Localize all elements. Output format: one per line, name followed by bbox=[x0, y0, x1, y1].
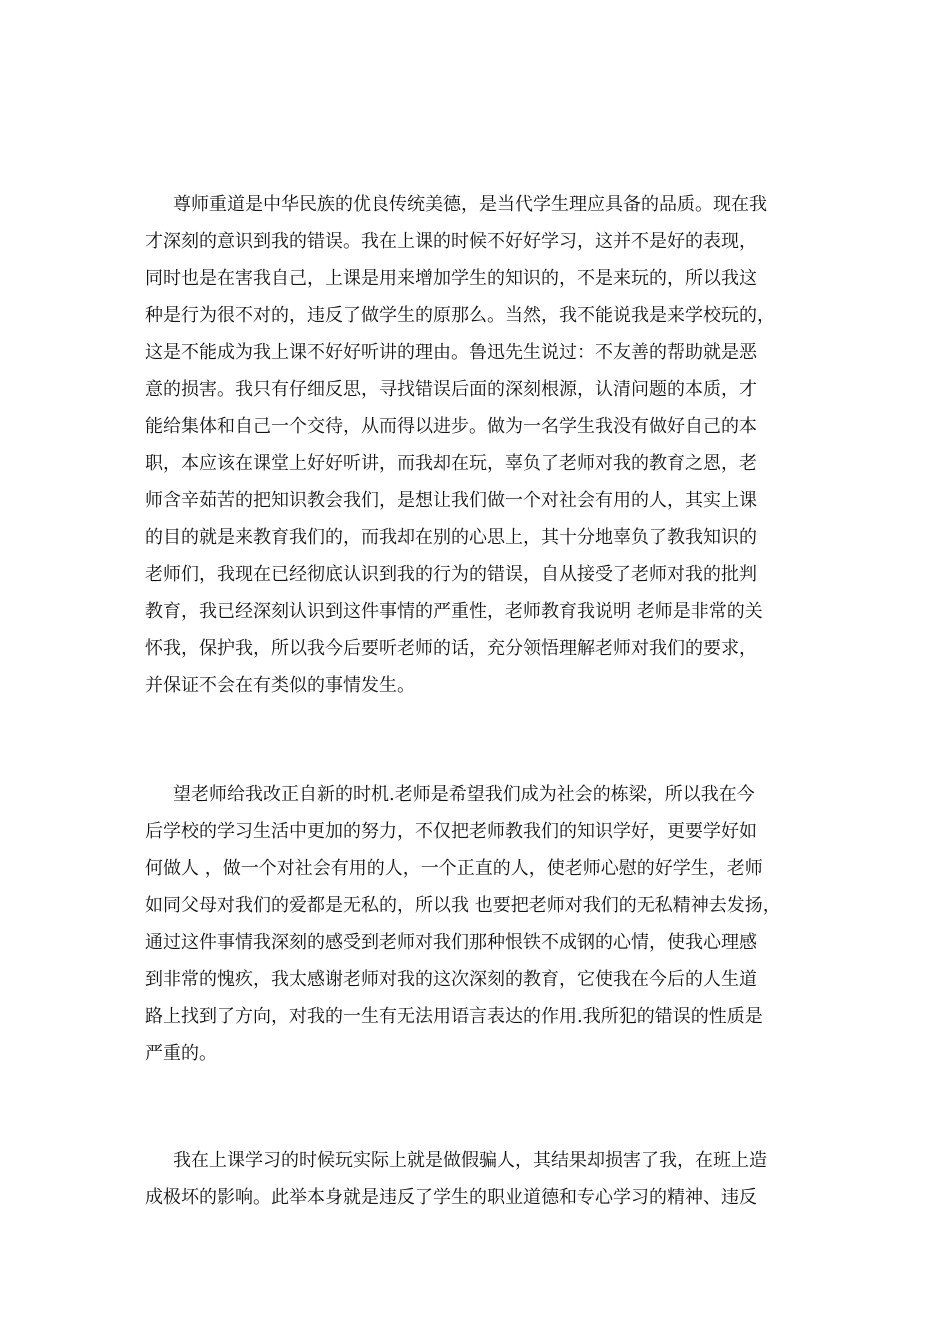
paragraph-2 bbox=[145, 776, 825, 1072]
paragraph-line: 同时也是在害我自己，上课是用来增加学生的知识的，不是来玩的，所以我这 bbox=[145, 268, 757, 289]
paragraph-line: 通过这件事情我深刻的感受到老师对我们那种恨铁不成钢的心情，使我心理感 bbox=[145, 932, 757, 953]
paragraph-line: 严重的。 bbox=[145, 1043, 217, 1064]
paragraph-line: 望老师给我改正自新的时机.老师是希望我们成为社会的栋梁，所以我在今 bbox=[173, 784, 755, 805]
paragraph-line: 老师们，我现在已经彻底认识到我的行为的错误，自从接受了老师对我的批判 bbox=[145, 564, 757, 585]
paragraph-line: 才深刻的意识到我的错误。我在上课的时候不好好学习，这并不是好的表现， bbox=[145, 231, 757, 252]
paragraph-line: 如同父母对我们的爱都是无私的，所以我 也要把老师对我们的无私精神去发扬， bbox=[145, 895, 781, 916]
paragraph-line: 师含辛茹苦的把知识教会我们，是想让我们做一个对社会有用的人，其实上课 bbox=[145, 490, 757, 511]
paragraph-line: 职，本应该在课堂上好好听讲，而我却在玩，辜负了老师对我的教育之恩，老 bbox=[145, 453, 757, 474]
paragraph-line: 怀我，保护我，所以我今后要听老师的话，充分领悟理解老师对我们的要求， bbox=[145, 638, 757, 659]
paragraph-line: 尊师重道是中华民族的优良传统美德，是当代学生理应具备的品质。现在我 bbox=[173, 194, 767, 215]
paragraph-line: 教育，我已经深刻认识到这件事情的严重性，老师教育我说明 老师是非常的关 bbox=[145, 601, 763, 622]
paragraph-1 bbox=[145, 186, 825, 704]
paragraph-line: 成极坏的影响。此举本身就是违反了学生的职业道德和专心学习的精神、违反 bbox=[145, 1187, 757, 1208]
paragraph-line: 意的损害。我只有仔细反思，寻找错误后面的深刻根源，认清问题的本质，才 bbox=[145, 379, 757, 400]
paragraph-line: 我在上课学习的时候玩实际上就是做假骗人，其结果却损害了我，在班上造 bbox=[173, 1150, 767, 1171]
paragraph-line: 并保证不会在有类似的事情发生。 bbox=[145, 675, 415, 696]
paragraph-line: 何做人 ，做一个对社会有用的人，一个正直的人，使老师心慰的好学生，老师 bbox=[145, 858, 763, 879]
paragraph-line: 后学校的学习生活中更加的努力，不仅把老师教我们的知识学好，更要学好如 bbox=[145, 821, 757, 842]
paragraph-line: 能给集体和自己一个交待，从而得以进步。做为一名学生我没有做好自己的本 bbox=[145, 416, 757, 437]
paragraph-line: 到非常的愧疚，我太感谢老师对我的这次深刻的教育，它使我在今后的人生道 bbox=[145, 969, 757, 990]
paragraph-3 bbox=[145, 1142, 825, 1216]
paragraph-line: 这是不能成为我上课不好好听讲的理由。鲁迅先生说过：不友善的帮助就是恶 bbox=[145, 342, 757, 363]
paragraph-line: 的目的就是来教育我们的，而我却在别的心思上，其十分地辜负了教我知识的 bbox=[145, 527, 757, 548]
paragraph-line: 路上找到了方向，对我的一生有无法用语言表达的作用.我所犯的错误的性质是 bbox=[145, 1006, 763, 1027]
paragraph-line: 种是行为很不对的，违反了做学生的原那么。当然，我不能说我是来学校玩的， bbox=[145, 305, 775, 326]
